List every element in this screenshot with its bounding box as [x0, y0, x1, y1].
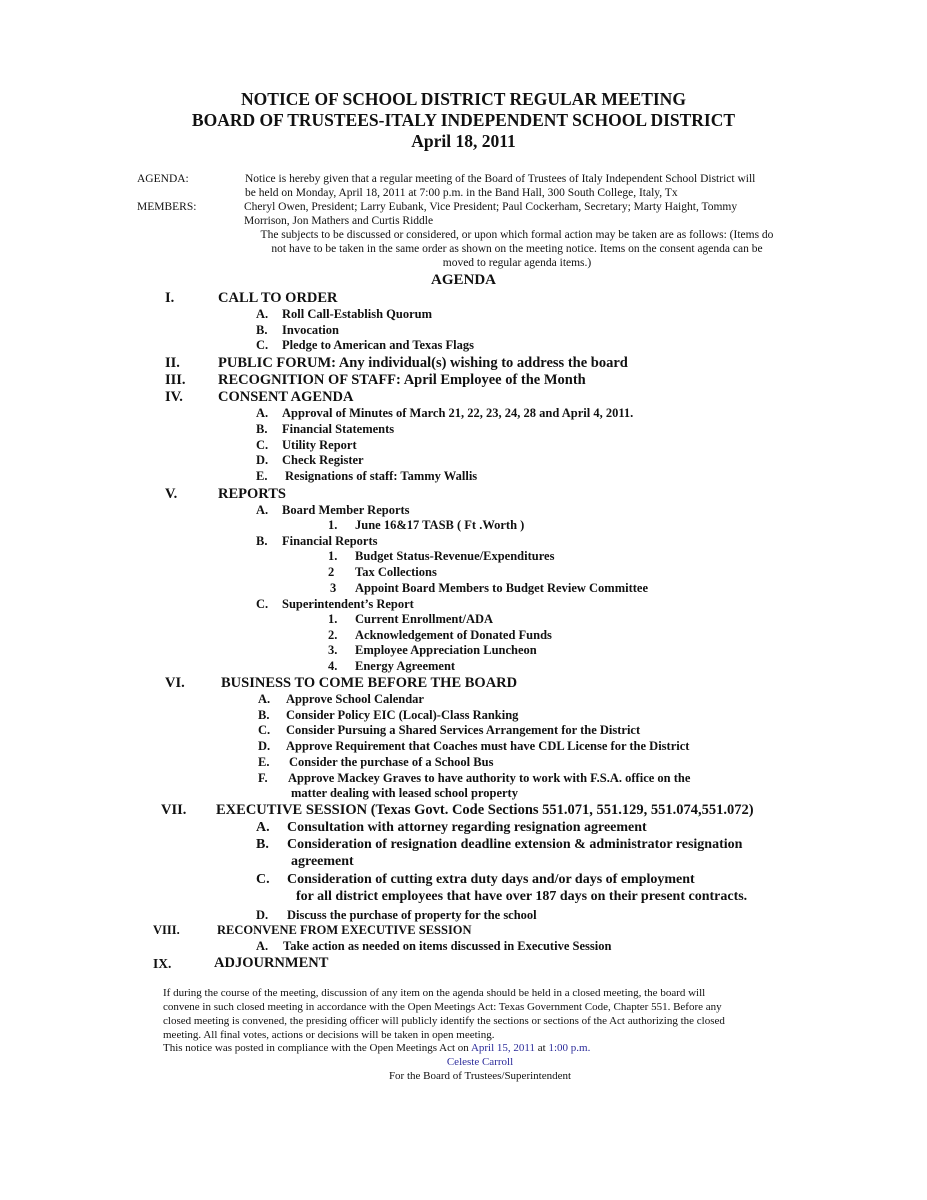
posted-notice: [163, 1042, 590, 1054]
item-letter: D.: [256, 453, 269, 467]
agenda-subitem: Current Enrollment/ADA: [355, 612, 494, 626]
item-letter: C.: [256, 872, 270, 887]
item-letter: B.: [258, 708, 270, 722]
title-line-1: NOTICE OF SCHOOL DISTRICT REGULAR MEETING: [241, 89, 686, 109]
item-letter: B.: [256, 422, 268, 436]
item-letter: A.: [256, 307, 269, 321]
agenda-item: Invocation: [282, 323, 339, 337]
agenda-subitem: Tax Collections: [355, 565, 437, 579]
section-4-title: CONSENT AGENDA: [218, 389, 354, 405]
posted-prefix: This notice was posted in compliance with the Open Meetings Act on: [163, 1042, 471, 1054]
item-letter: B.: [256, 534, 268, 548]
agenda-item-continued: agreement: [291, 854, 354, 869]
agenda-item-continued: for all district employees that have over 187 days on their present contracts.: [296, 889, 748, 904]
agenda-item: Financial Reports: [282, 534, 378, 548]
agenda-item: Pledge to American and Texas Flags: [282, 338, 475, 352]
agenda-item: Consider Policy EIC (Local)-Class Ranking: [286, 708, 519, 722]
item-letter: E.: [258, 755, 270, 769]
item-letter: A.: [258, 692, 271, 706]
section-4-number: IV.: [165, 389, 183, 405]
agenda-subitem: Employee Appreciation Luncheon: [355, 643, 537, 657]
item-letter: A.: [256, 820, 270, 835]
section-3-number: III.: [165, 372, 186, 388]
agenda-notice-line-2: be held on Monday, April 18, 2011 at 7:00 p.m. in the Band Hall, 300 South College, Italy, Tx: [245, 187, 678, 199]
item-letter: C.: [256, 597, 269, 611]
posted-date: April 15, 2011: [470, 1042, 536, 1054]
section-2-number: II.: [165, 355, 180, 371]
agenda-item: Take action as needed on items discussed in Executive Session: [283, 939, 612, 953]
signer-title: For the Board of Trustees/Superintendent: [388, 1070, 572, 1082]
section-5-title: REPORTS: [218, 486, 286, 502]
section-9-number: IX.: [153, 956, 172, 971]
agenda-item: Consider the purchase of a School Bus: [289, 755, 494, 769]
item-letter: C.: [256, 338, 269, 352]
agenda-item: Roll Call-Establish Quorum: [282, 307, 433, 321]
section-6-number: VI.: [165, 675, 185, 691]
item-letter: A.: [256, 406, 269, 420]
subitem-number: 3.: [328, 643, 338, 657]
item-letter: C.: [258, 723, 271, 737]
agenda-item: Check Register: [282, 453, 364, 467]
agenda-subitem: Energy Agreement: [355, 659, 456, 673]
item-letter: A.: [256, 939, 269, 953]
section-1-number: I.: [165, 290, 175, 306]
footer-paragraph-line-3: closed meeting is convened, the presiding officer will publicly identify the sections or sections of the Act authorizing the closed: [163, 1015, 725, 1027]
agenda-item: Board Member Reports: [282, 503, 410, 517]
title-line-2: BOARD OF TRUSTEES-ITALY INDEPENDENT SCHOOL DISTRICT: [191, 110, 736, 130]
agenda-item: Consider Pursuing a Shared Services Arrangement for the District: [286, 723, 641, 737]
item-letter: D.: [258, 739, 271, 753]
agenda-item: Financial Statements: [282, 422, 395, 436]
item-letter: E.: [256, 469, 268, 483]
subjects-line-1: The subjects to be discussed or considered, or upon which formal action may be taken are as follows: (Items do: [260, 229, 774, 241]
agenda-item: Superintendent’s Report: [282, 597, 414, 611]
agenda-item: Approve Requirement that Coaches must have CDL License for the District: [286, 739, 690, 753]
agenda-item: Discuss the purchase of property for the school: [287, 908, 537, 922]
item-letter: F.: [258, 771, 268, 785]
section-1-title: CALL TO ORDER: [218, 290, 338, 306]
agenda-item: Consideration of cutting extra duty days and/or days of employment: [287, 872, 695, 887]
members-label: MEMBERS:: [137, 201, 197, 213]
agenda-subitem: Acknowledgement of Donated Funds: [355, 628, 552, 642]
agenda-item: Approve School Calendar: [286, 692, 424, 706]
section-7-number: VII.: [161, 802, 187, 818]
members-line-1: Cheryl Owen, President; Larry Eubank, Vice President; Paul Cockerham, Secretary; Marty Haight, Tommy: [244, 201, 738, 213]
agenda-item-continued: matter dealing with leased school property: [291, 786, 518, 800]
section-8-number: VIII.: [153, 923, 180, 937]
section-9-title: ADJOURNMENT: [214, 955, 329, 971]
agenda-item: Consultation with attorney regarding resignation agreement: [287, 820, 647, 835]
section-2-title: PUBLIC FORUM: Any individual(s) wishing to address the board: [218, 355, 628, 371]
item-letter: A.: [256, 503, 269, 517]
agenda-subitem: June 16&17 TASB ( Ft .Worth ): [355, 518, 525, 532]
meeting-date: April 18, 2011: [411, 131, 516, 151]
agenda-notice-line-1: Notice is hereby given that a regular meeting of the Board of Trustees of Italy Independent School District will: [245, 173, 756, 185]
agenda-item: Consideration of resignation deadline extension & administrator resignation: [287, 837, 743, 852]
item-letter: B.: [256, 837, 269, 852]
agenda-label: AGENDA:: [137, 173, 189, 185]
agenda-subitem: Appoint Board Members to Budget Review Committee: [355, 581, 649, 595]
footer-paragraph-line-4: meeting. All final votes, actions or decisions will be taken in open meeting.: [163, 1029, 495, 1041]
footer-paragraph-line-1: If during the course of the meeting, discussion of any item on the agenda should be held in a closed meeting, the board will: [163, 987, 706, 999]
members-line-2: Morrison, Jon Mathers and Curtis Riddle: [244, 215, 434, 227]
agenda-item: Approval of Minutes of March 21, 22, 23, 24, 28 and April 4, 2011.: [282, 406, 634, 420]
item-letter: B.: [256, 323, 268, 337]
subitem-number: 2: [328, 565, 335, 579]
item-letter: D.: [256, 908, 269, 922]
agenda-subitem: Budget Status-Revenue/Expenditures: [355, 549, 555, 563]
subitem-number: 1.: [328, 612, 338, 626]
section-3-title: RECOGNITION OF STAFF: April Employee of the Month: [218, 372, 586, 388]
section-6-title: BUSINESS TO COME BEFORE THE BOARD: [221, 675, 518, 691]
subitem-number: 1.: [328, 549, 338, 563]
subjects-line-2: not have to be taken in the same order as shown on the meeting notice. Items on the consent agenda can be: [271, 243, 763, 255]
section-5-number: V.: [165, 486, 178, 502]
agenda-heading: AGENDA: [430, 272, 496, 288]
item-letter: C.: [256, 438, 269, 452]
subitem-number: 4.: [328, 659, 338, 673]
subitem-number: 2.: [328, 628, 338, 642]
section-8-title: RECONVENE FROM EXECUTIVE SESSION: [217, 923, 472, 937]
agenda-item: Utility Report: [282, 438, 357, 452]
signer-name: Celeste Carroll: [446, 1056, 514, 1068]
agenda-item: Approve Mackey Graves to have authority to work with F.S.A. office on the: [288, 771, 691, 785]
section-7-title: EXECUTIVE SESSION (Texas Govt. Code Sections 551.071, 551.129, 551.074,551.072): [216, 802, 754, 818]
posted-at: at: [535, 1042, 549, 1054]
footer-paragraph-line-2: convene in such closed meeting in accordance with the Open Meetings Act: Texas Government Code, Chapter 551. Before any: [163, 1001, 722, 1013]
subitem-number: 1.: [328, 518, 338, 532]
posted-time: 1:00 p.m.: [548, 1042, 591, 1054]
subitem-number: 3: [330, 581, 337, 595]
subjects-line-3: moved to regular agenda items.): [442, 257, 592, 269]
agenda-item: Resignations of staff: Tammy Wallis: [285, 469, 478, 483]
